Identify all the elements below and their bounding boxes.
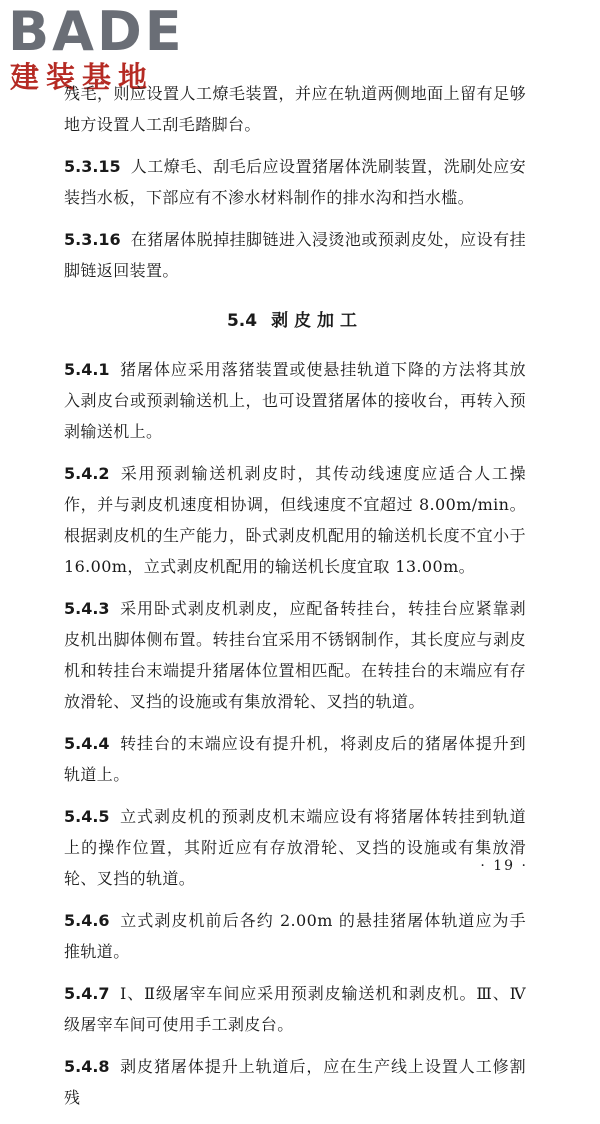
clause-number: 5.4.8 [64, 1057, 110, 1076]
document-body [64, 78, 526, 1124]
clause-number: 5.4.1 [64, 360, 110, 379]
clause-5-4-1 [64, 354, 526, 447]
clause-text: 采用卧式剥皮机剥皮，应配备转挂台，转挂台应紧靠剥皮机出脚体侧布置。转挂台宜采用不锈钢制作，其长度应与剥皮机和转挂台末端提升猪屠体位置相匹配。在转挂台的末端应有存放滑轮、叉挡的设施或有集放滑轮、叉挡的轨道。 [64, 599, 526, 711]
clause-text: Ⅰ、Ⅱ级屠宰车间应采用预剥皮输送机和剥皮机。Ⅲ、Ⅳ级屠宰车间可使用手工剥皮台。 [64, 984, 526, 1034]
clause-text: 在猪屠体脱掉挂脚链进入浸烫池或预剥皮处，应设有挂脚链返回装置。 [64, 230, 526, 280]
clause-5-4-4 [64, 728, 526, 790]
section-number: 5.4 [226, 311, 258, 331]
clause-text: 立式剥皮机前后各约 2.00m 的悬挂猪屠体轨道应为手推轨道。 [64, 911, 526, 961]
clause-5-4-2 [64, 458, 526, 582]
clause-5-3-16 [64, 224, 526, 286]
clause-number: 5.4.6 [64, 911, 110, 930]
clause-number: 5.4.7 [64, 984, 110, 1003]
clause-5-4-5 [64, 801, 526, 894]
clause-text: 采用预剥输送机剥皮时，其传动线速度应适合人工操作，并与剥皮机速度相协调，但线速度不宜超过 8.00m/min。根据剥皮机的生产能力，卧式剥皮机配用的输送机长度不宜小于 16.00m，立式剥皮机配用的输送机长度宜取 13.00m。 [64, 464, 526, 576]
clause-text: 转挂台的末端应设有提升机，将剥皮后的猪屠体提升到轨道上。 [64, 734, 526, 784]
logo-subtitle: 建装基地 [10, 60, 155, 94]
clause-number: 5.4.4 [64, 734, 110, 753]
clause-text: 剥皮猪屠体提升上轨道后，应在生产线上设置人工修割残 [64, 1057, 526, 1107]
paragraph-text: 残毛，则应设置人工燎毛装置，并应在轨道两侧地面上留有足够地方设置人工刮毛踏脚台。 [64, 84, 526, 134]
section-title: 剥皮加工 [271, 311, 364, 331]
clause-number: 5.4.3 [64, 599, 110, 618]
clause-5-4-3 [64, 593, 526, 717]
section-heading [64, 306, 526, 336]
clause-5-4-7 [64, 978, 526, 1040]
clause-text: 立式剥皮机的预剥皮机末端应设有将猪屠体转挂到轨道上的操作位置，其附近应有存放滑轮、叉挡的设施或有集放滑轮、叉挡的轨道。 [64, 807, 526, 888]
clause-5-4-6 [64, 905, 526, 967]
clause-5-3-15 [64, 151, 526, 213]
clause-text: 猪屠体应采用落猪装置或使悬挂轨道下降的方法将其放入剥皮台或预剥输送机上，也可设置猪屠体的接收台，再转入预剥输送机上。 [64, 360, 526, 441]
clause-text: 人工燎毛、刮毛后应设置猪屠体洗刷装置，洗刷处应安装挡水板，下部应有不渗水材料制作的排水沟和挡水槛。 [64, 157, 526, 207]
clause-number: 5.3.15 [64, 157, 121, 176]
page-number: · 19 · [480, 858, 528, 874]
logo-wordmark: BADE [8, 0, 185, 63]
paragraph-continued [64, 78, 526, 140]
clause-number: 5.3.16 [64, 230, 121, 249]
clause-5-4-8 [64, 1051, 526, 1113]
clause-number: 5.4.5 [64, 807, 110, 826]
clause-number: 5.4.2 [64, 464, 110, 483]
